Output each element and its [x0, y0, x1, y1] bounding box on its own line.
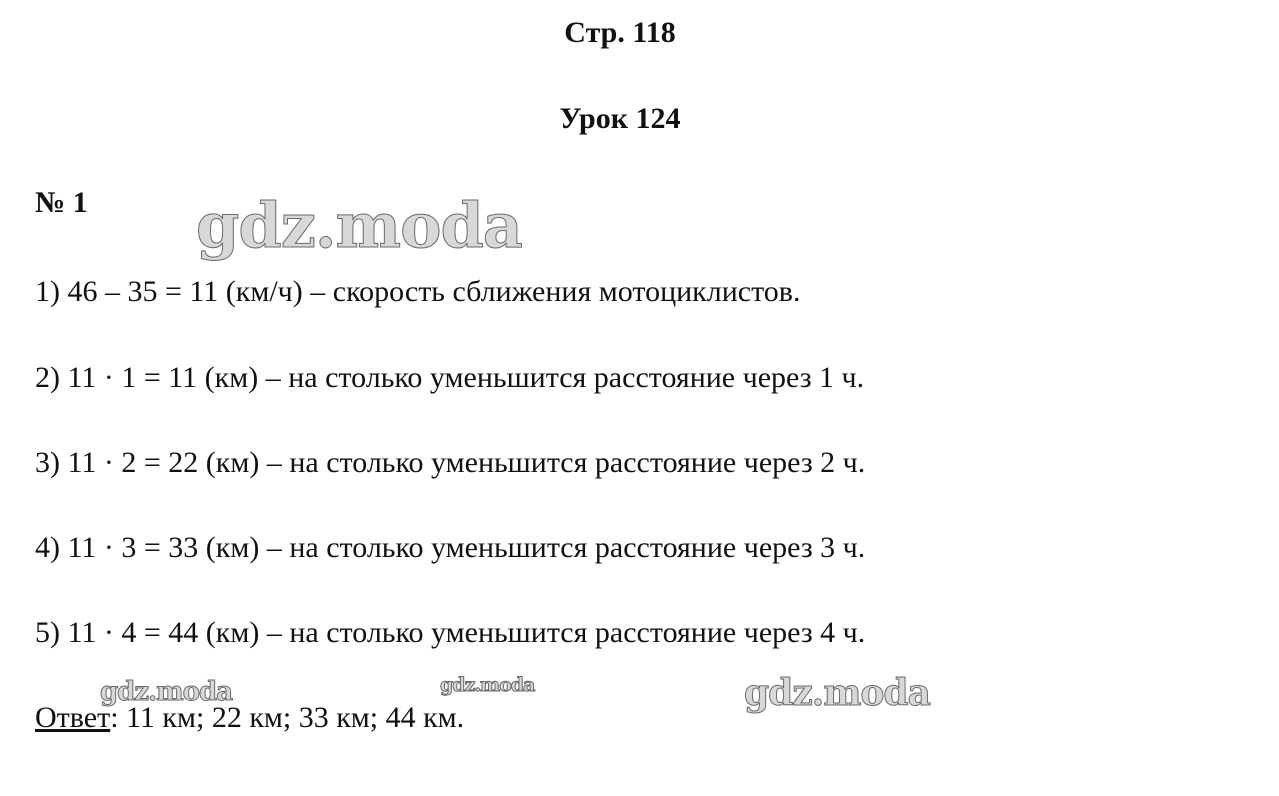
task-number: № 1	[35, 186, 88, 219]
lesson-heading: Урок 124	[559, 102, 681, 135]
watermark-logo: gdz.moda	[196, 189, 522, 262]
watermark-logo: gdz.moda	[744, 672, 930, 714]
answer-value: : 11 км; 22 км; 33 км; 44 км.	[110, 701, 465, 734]
watermark-logo: gdz.moda	[440, 674, 535, 696]
solution-step-5: 5) 11 · 4 = 44 (км) – на столько уменьшится расстояние через 4 ч.	[35, 616, 866, 649]
answer-label: Ответ	[35, 701, 111, 734]
solution-step-1: 1) 46 – 35 = 11 (км/ч) – скорость сближения мотоциклистов.	[35, 275, 801, 308]
watermark-logo: gdz.moda	[100, 677, 233, 707]
answer-line	[35, 701, 464, 735]
solution-step-2: 2) 11 · 1 = 11 (км) – на столько уменьшится расстояние через 1 ч.	[35, 361, 865, 394]
page-number-heading: Стр. 118	[564, 16, 676, 49]
solution-step-3: 3) 11 · 2 = 22 (км) – на столько уменьшится расстояние через 2 ч.	[35, 446, 866, 479]
solution-step-4: 4) 11 · 3 = 33 (км) – на столько уменьшится расстояние через 3 ч.	[35, 531, 866, 564]
